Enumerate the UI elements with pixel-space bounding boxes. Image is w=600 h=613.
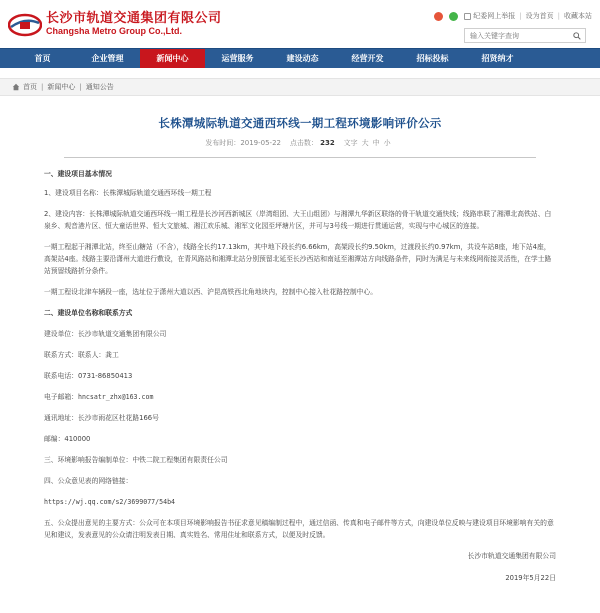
top-links	[434, 11, 592, 21]
email-label: 电子邮箱：	[44, 393, 78, 401]
font-size-small[interactable]: 小	[383, 139, 395, 147]
report-link[interactable]: 纪委网上举报	[473, 12, 516, 20]
contact-person: 联系方式：联系人：龚工	[44, 351, 119, 359]
divider: |	[557, 12, 560, 20]
nav-item-home[interactable]: 首页	[34, 54, 51, 63]
email-value[interactable]: hncsatr_zhx@163.com	[77, 393, 154, 401]
search-button[interactable]	[569, 29, 585, 42]
logo-mark-icon	[8, 13, 42, 37]
nav-item-construction[interactable]: 建设动态	[286, 54, 319, 63]
views-label: 点击数：	[289, 139, 318, 147]
publish-date: 2019-05-22	[240, 139, 281, 147]
breadcrumb-notices[interactable]: 通知公告	[85, 83, 114, 91]
publish-label: 发布时间：	[205, 139, 241, 147]
contact-email	[44, 391, 556, 403]
breadcrumb-separator: |	[41, 83, 44, 91]
article-body	[44, 168, 556, 584]
paragraph: 2、建设内容：长株潭城际轨道交通西环线一期工程是长沙河西新城区（岸湾组团、大王山组团）与湘潭九华新区联络的骨干轨道交通快线；线路串联了湘潭北高铁站、白泉乡、观音港片区、恒大童话世界、恒大文旅城、湘江欢乐城、湘军文化园至坪塘片区，并可与3号线一期进行贯通运营，实现与中心城区的连接。	[44, 210, 552, 230]
breadcrumb-separator: |	[79, 83, 82, 91]
home-icon	[12, 83, 20, 91]
nav-item-operations[interactable]: 运营服务	[221, 54, 254, 63]
site-header	[0, 0, 600, 48]
paragraph: 1、建设项目名称：长株潭城际轨道交通西环线一期工程	[44, 189, 212, 197]
search-icon	[573, 32, 581, 40]
section-three: 三、环境影响报告编制单位：中铁二院工程集团有限责任公司	[44, 456, 228, 464]
breadcrumb-news[interactable]: 新闻中心	[47, 83, 76, 91]
favorite-link[interactable]: 收藏本站	[564, 12, 592, 20]
article-title: 长株潭城际轨道交通西环线一期工程环境影响评价公示	[158, 116, 442, 130]
view-count: 232	[320, 139, 335, 147]
font-size-large[interactable]: 大	[361, 139, 373, 147]
wechat-icon[interactable]	[449, 12, 458, 21]
sign-date: 2019年5月22日	[505, 574, 556, 582]
paragraph: 一期工程设北津车辆段一座，选址位于潇州大道以西、沪昆高铁西北角地块内，控制中心接入杜花路控制中心。	[44, 288, 378, 296]
nav-item-bidding[interactable]: 招标投标	[416, 54, 449, 63]
contact-phone: 联系电话：0731-86850413	[44, 372, 133, 380]
title-divider	[64, 157, 536, 158]
font-size-label: 文字	[343, 139, 358, 147]
section-five: 五、公众提出意见的主要方式：公众可在本项目环境影响报告书征求意见稿编制过程中，通过信函、传真和电子邮件等方式，向建设单位反映与建设项目环境影响有关的意见和建议，发表意见的公众请注明发表日期、真实姓名、常用住址和联系方式，以便及时反馈。	[44, 519, 554, 539]
report-icon	[464, 13, 471, 20]
survey-link[interactable]: https://wj.qq.com/s2/3699077/54b4	[44, 498, 176, 506]
nav-item-recruitment[interactable]: 招贤纳才	[481, 54, 514, 63]
search-box	[464, 28, 586, 43]
postcode: 邮编：410000	[44, 435, 91, 443]
section-heading: 二、建设单位名称和联系方式	[44, 309, 133, 317]
signature: 长沙市轨道交通集团有限公司	[467, 552, 556, 560]
search-input[interactable]	[465, 29, 569, 42]
section-four: 四、公众意见表的网络链接：	[44, 477, 133, 485]
logo-name-en: Changsha Metro Group Co.,Ltd.	[46, 26, 182, 36]
section-heading: 一、建设项目基本情况	[44, 170, 112, 178]
breadcrumb-home[interactable]: 首页	[23, 83, 37, 91]
set-homepage-link[interactable]: 设为首页	[525, 12, 554, 20]
main-nav	[0, 48, 600, 68]
article-meta	[44, 138, 556, 148]
builder-unit: 建设单位：长沙市轨道交通集团有限公司	[44, 330, 167, 338]
logo-name-cn: 长沙市轨道交通集团有限公司	[46, 11, 222, 26]
contact-address: 通讯地址：长沙市雨花区杜花路166号	[44, 414, 159, 422]
divider: |	[519, 12, 522, 20]
weibo-icon[interactable]	[434, 12, 443, 21]
article	[0, 115, 600, 584]
breadcrumb	[0, 78, 600, 96]
nav-item-news[interactable]: 新闻中心	[140, 49, 205, 68]
nav-item-management[interactable]: 企业管理	[91, 54, 124, 63]
font-size-medium[interactable]: 中	[372, 139, 384, 147]
paragraph: 一期工程起于湘潭北站，终至山糖站（不含），线路全长约17.13km，其中地下段长约6.66km，高架段长约9.50km，过渡段长约0.97km，共设车站8座，地下站4座，高架站4座。线路主要沿潇州大道进行敷设，在青风路站和湘潭北站分别预留北延至长沙西站和南延至湘潭站方向线路条件，同时为满足与未来线网衔接灵活性，在学士路站预留线路折分条件。	[44, 243, 552, 275]
nav-item-business[interactable]: 经营开发	[351, 54, 384, 63]
logo[interactable]	[8, 12, 222, 37]
